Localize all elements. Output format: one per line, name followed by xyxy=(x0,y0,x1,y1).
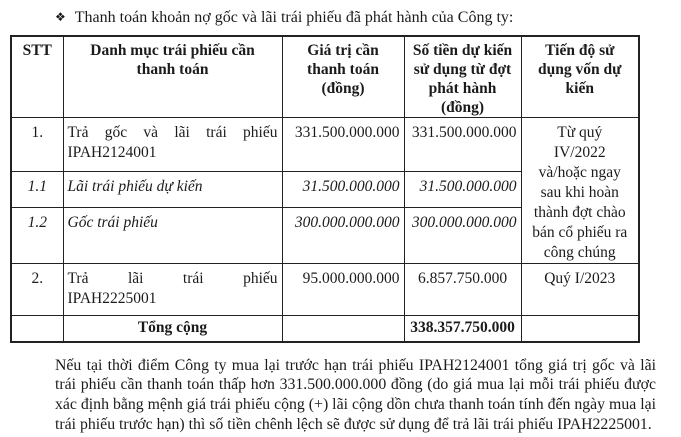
bond-code: IPAH2124001 xyxy=(67,144,157,161)
amount-cell: 6.857.750.000 xyxy=(404,264,521,316)
schedule-line: thành đợt chào xyxy=(533,204,626,221)
header-cell-value xyxy=(282,36,404,118)
table-row-1 xyxy=(11,118,639,172)
total-row xyxy=(11,316,639,342)
header-line: thanh toán xyxy=(136,61,209,78)
header-line: Tiến độ sử xyxy=(545,42,615,59)
schedule-line: và/hoặc ngay xyxy=(538,164,621,181)
amount-cell: 31.500.000.000 xyxy=(404,172,521,207)
amount-cell: 331.500.000.000 xyxy=(404,118,521,172)
header-line: thanh toán xyxy=(307,61,379,78)
intro-text: Thanh toán khoản nợ gốc và lãi trái phiếu đã phát hành của Công ty: xyxy=(74,9,514,26)
value-cell: 95.000.000.000 xyxy=(282,264,404,316)
header-line: (đồng) xyxy=(440,99,485,116)
header-line: dụng vốn dự xyxy=(538,61,622,78)
header-line: sử dụng từ đợt xyxy=(413,61,512,78)
schedule-cell-merged xyxy=(521,118,639,264)
schedule-line: IV/2022 xyxy=(553,144,606,161)
header-line: kiến xyxy=(565,80,594,97)
value-cell: 300.000.000.000 xyxy=(282,207,404,263)
schedule-line: công chúng xyxy=(543,244,616,261)
header-line: STT xyxy=(22,42,52,59)
stt-cell: 1.2 xyxy=(11,207,63,263)
empty-cell xyxy=(11,316,63,342)
schedule-line: sau khi hoàn xyxy=(540,184,619,201)
empty-cell xyxy=(282,316,404,342)
header-line: (đồng) xyxy=(321,80,365,97)
total-label: Tổng cộng xyxy=(63,316,282,342)
schedule-cell: Quý I/2023 xyxy=(521,264,639,316)
table-row-2 xyxy=(11,264,639,316)
diamond-bullet-icon: ❖ xyxy=(55,10,66,24)
bond-name-cell xyxy=(63,118,282,172)
stt-cell: 1.1 xyxy=(11,172,63,207)
bond-name-cell: Gốc trái phiếu xyxy=(63,207,282,263)
header-line: Số tiền dự kiến xyxy=(412,42,513,59)
total-amount: 338.357.750.000 xyxy=(404,316,521,342)
header-line: Danh mục trái phiếu cần xyxy=(90,42,255,59)
bond-payment-table xyxy=(10,35,640,343)
bond-name-cell: Lãi trái phiếu dự kiến xyxy=(63,172,282,207)
bond-code: IPAH2225001 xyxy=(67,290,157,307)
header-row xyxy=(11,36,639,118)
amount-cell: 300.000.000.000 xyxy=(404,207,521,263)
bond-name-line: Trả gốc và lãi trái phiếu xyxy=(67,124,278,141)
header-cell-amount xyxy=(404,36,521,118)
bond-name-cell xyxy=(63,264,282,316)
empty-cell xyxy=(521,316,639,342)
footnote-paragraph: Nếu tại thời điểm Công ty mua lại trước hạn trái phiếu IPAH2124001 tổng giá trị gốc và lãi trái phiếu cần thanh toán thấp hơn 331.500.000.000 đồng (do giá mua lại mỗi trái phiếu được xác định bằng mệnh giá trái phiếu cộng (+) lãi cộng dồn chưa thanh toán tính đến ngày mua lại trái phiếu trước hạn) thì số tiền chênh lệch sẽ được sử dụng để trả lãi trái phiếu IPAH2225001. xyxy=(55,356,656,433)
schedule-line: Từ quý xyxy=(557,124,603,141)
header-line: phát hành xyxy=(428,80,497,97)
stt-cell: 2. xyxy=(11,264,63,316)
stt-cell: 1. xyxy=(11,118,63,172)
schedule-line: bán cổ phiếu ra xyxy=(532,224,628,241)
header-cell-category xyxy=(63,36,282,118)
bond-name-line: Trả lãi trái phiếu xyxy=(67,270,278,287)
value-cell: 331.500.000.000 xyxy=(282,118,404,172)
header-line: Giá trị cần xyxy=(307,42,379,59)
intro-line xyxy=(0,0,681,28)
header-cell-stt xyxy=(11,36,63,118)
header-cell-schedule xyxy=(521,36,639,118)
value-cell: 31.500.000.000 xyxy=(282,172,404,207)
